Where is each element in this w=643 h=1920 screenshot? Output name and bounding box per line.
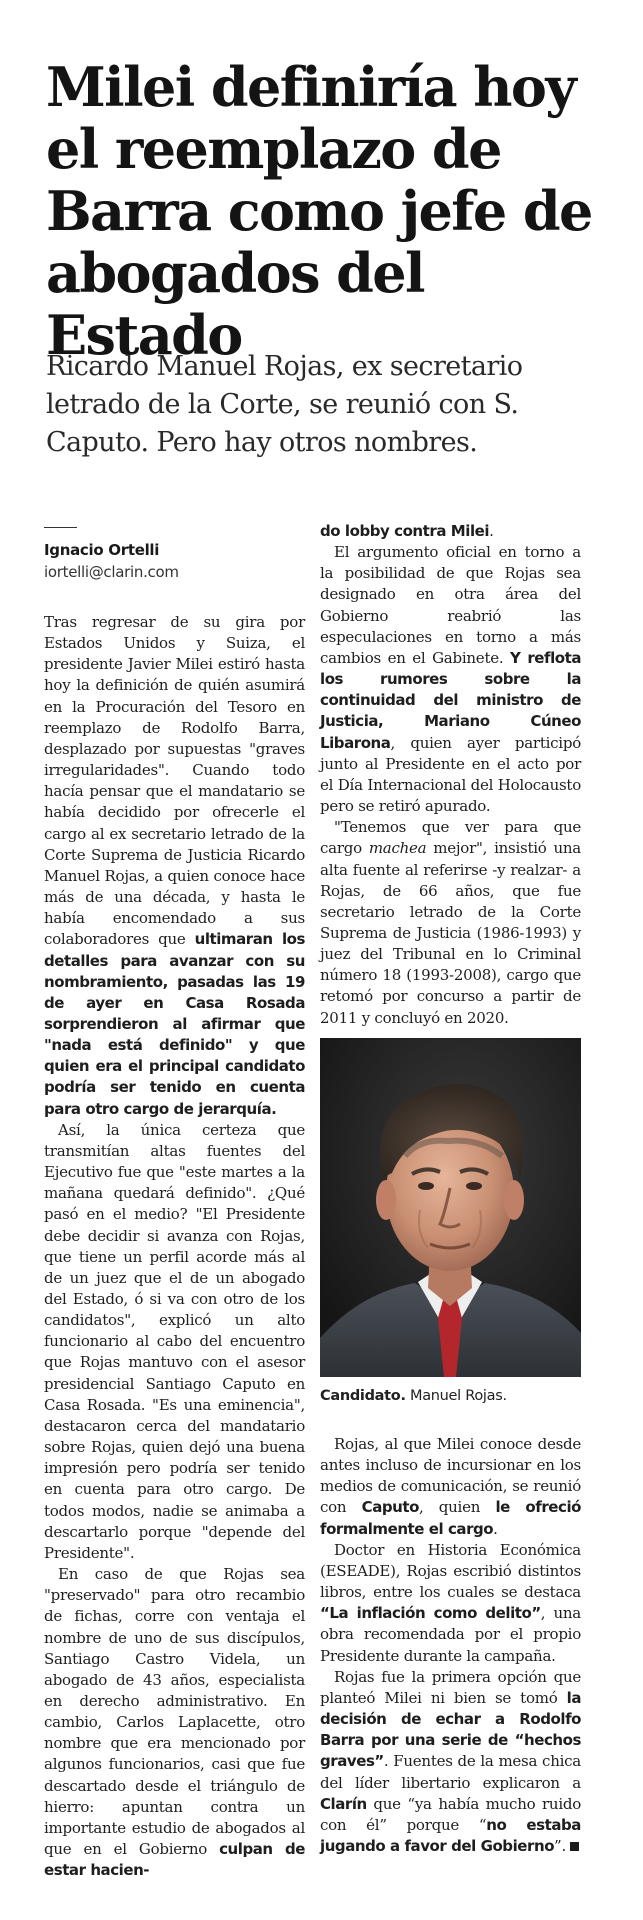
paragraph-8-text: Rojas fue la primera opción que planteó Milei ni bien se tomó	[320, 1667, 581, 1707]
paragraph-6-bold-a: Caputo	[361, 1498, 419, 1517]
paragraph-1	[44, 612, 305, 1120]
paragraph-7-bold: “La inflación como delito”	[320, 1604, 541, 1623]
paragraph-8-bold-a: la decisión de echar a Rodolfo Barra por una serie de “hechos graves”	[320, 1688, 581, 1771]
paragraph-8-mid: . Fuentes de la mesa chica del líder libertario explicaron a	[320, 1752, 581, 1792]
caption-text: Manuel Rojas.	[409, 1388, 507, 1404]
paragraph-6	[320, 1434, 581, 1540]
paragraph-6-bold-b: le ofreció formalmente el cargo	[320, 1498, 581, 1538]
portrait-illustration	[320, 1038, 581, 1377]
paragraph-3-text: En caso de que Rojas sea "preservado" para otro recambio de fichas, corre con ventaja el nombre de uno de sus discípulos, Santiago Castro Videla, un abogado de 43 años, especialista en derecho administrativo. En cambio, Carlos Laplacette, otro nombre que era mencionado por algunos funcionarios, casi que fue descartado desde el triángulo de hierro: apuntan contra un importante estudio de abogados al que en el Gobierno	[44, 1565, 305, 1859]
headline: Milei definiría hoy el reemplazo de Barra como jefe de abogados del Estado	[46, 55, 592, 367]
paragraph-6-text: Rojas, al que Milei conoce desde antes incluso de incursionar en los medios de comunicación, se reunió con	[320, 1435, 581, 1517]
continuation-end: .	[489, 522, 494, 540]
paragraph-1-bold: ultimaran los detalles para avanzar con su nombramiento, pasadas las 19 de ayer en Casa Rosada sorprendieron al afirmar que "nada está definido" y que quien era el principal candidato podría ser tenido en cuenta para otro cargo de jerarquía.	[44, 930, 305, 1118]
paragraph-3-bold: culpan de estar hacien-	[44, 1840, 305, 1880]
continuation-bold: do lobby contra Milei	[320, 522, 490, 540]
paragraph-6-end: .	[493, 1519, 498, 1538]
paragraph-continuation	[320, 521, 581, 542]
paragraph-8-bold-b: Clarín	[320, 1794, 367, 1813]
paragraph-8-bold-c: no estaba jugando a favor del Gobierno	[320, 1815, 581, 1855]
photo-caption	[320, 1386, 581, 1406]
paragraph-4-tail: , quien ayer participó junto al Presidente en el acto por el Día Internacional del Holocausto pero se retiró apurado.	[320, 733, 581, 816]
byline-rule	[44, 527, 77, 528]
caption-label: Candidato.	[320, 1388, 406, 1404]
left-column	[44, 612, 305, 1881]
paragraph-3	[44, 1564, 305, 1881]
right-column-bottom	[320, 1434, 581, 1857]
paragraph-7-text: Doctor en Historia Económica (ESEADE), Rojas escribió distintos libros, entre los cuales se destaca	[320, 1540, 581, 1602]
paragraph-4	[320, 542, 581, 817]
paragraph-7-tail: , una obra recomendada por el propio Presidente durante la campaña.	[320, 1604, 581, 1665]
paragraph-4-bold: Y reflota los rumores sobre la continuidad del ministro de Justicia, Mariano Cúneo Libarona	[320, 648, 582, 752]
paragraph-5-italic: machea	[368, 839, 427, 858]
paragraph-5-tail: mejor", insistió una alta fuente al referirse -y realzar- a Rojas, de 66 años, que fue secretario letrado de la Corte Suprema de Justicia (1986-1993) y juez del Tribunal en lo Criminal número 18 (1993-2008), cargo que retomó por concurso a partir de 2011 y concluyó en 2020.	[320, 839, 581, 1027]
paragraph-6-mid: , quien	[418, 1498, 496, 1517]
end-of-article-mark	[570, 1842, 579, 1851]
paragraph-1-text: Tras regresar de su gira por Estados Unidos y Suiza, el presidente Javier Milei estiró hasta hoy la definición de quién asumirá en la Procuración del Tesoro en reemplazo de Rodolfo Barra, desplazado por supuestas "graves irregularidades". Cuando todo hacía pensar que el mandatario se había decidido por ofrecerle el cargo al ex secretario letrado de la Corte Suprema de Justicia Ricardo Manuel Rojas, a quien conoce hace más de una década, y hasta le había encomendado a sus colaboradores que	[44, 613, 305, 949]
paragraph-4-text: El argumento oficial en torno a la posibilidad de que Rojas sea designado en otra área del Gobierno reabrió las especulaciones en torno a más cambios en el Gabinete.	[320, 543, 581, 667]
paragraph-7	[320, 1540, 581, 1667]
paragraph-8-mid-2: que “ya había mucho ruido con él” porque “	[320, 1794, 581, 1834]
paragraph-5	[320, 817, 581, 1029]
portrait-photo	[320, 1038, 581, 1377]
paragraph-8-end: ”.	[554, 1836, 566, 1855]
right-column-top	[320, 521, 581, 1029]
byline-author: Ignacio Ortelli	[44, 541, 160, 559]
paragraph-8	[320, 1667, 581, 1857]
deck-subtitle: Ricardo Manuel Rojas, ex secretario letrado de la Corte, se reunió con S. Caputo. Pero hay otros nombres.	[46, 351, 523, 458]
byline-email[interactable]: iortelli@clarin.com	[44, 563, 179, 581]
paragraph-2: Así, la única certeza que transmitían altas fuentes del Ejecutivo fue que "este martes a la mañana quedará definido". ¿Qué pasó en el medio? "El Presidente debe decidir si avanza con Rojas, que tiene un perfil acorde más al de un juez que el de un abogado del Estado, ó si va con otro de los candidatos", explicó un alto funcionario al cabo del encuentro que Rojas mantuvo con el asesor presidencial Santiago Caputo en Casa Rosada. "Es una eminencia", destacaron cerca del mandatario sobre Rojas, quien dejó una buena impresión pero podría ser tenido en cuenta para otro cargo. De todos modos, nadie se animaba a descartarlo porque "depende del Presidente".	[44, 1120, 305, 1562]
paragraph-5-text: "Tenemos que ver para que cargo	[320, 818, 581, 858]
